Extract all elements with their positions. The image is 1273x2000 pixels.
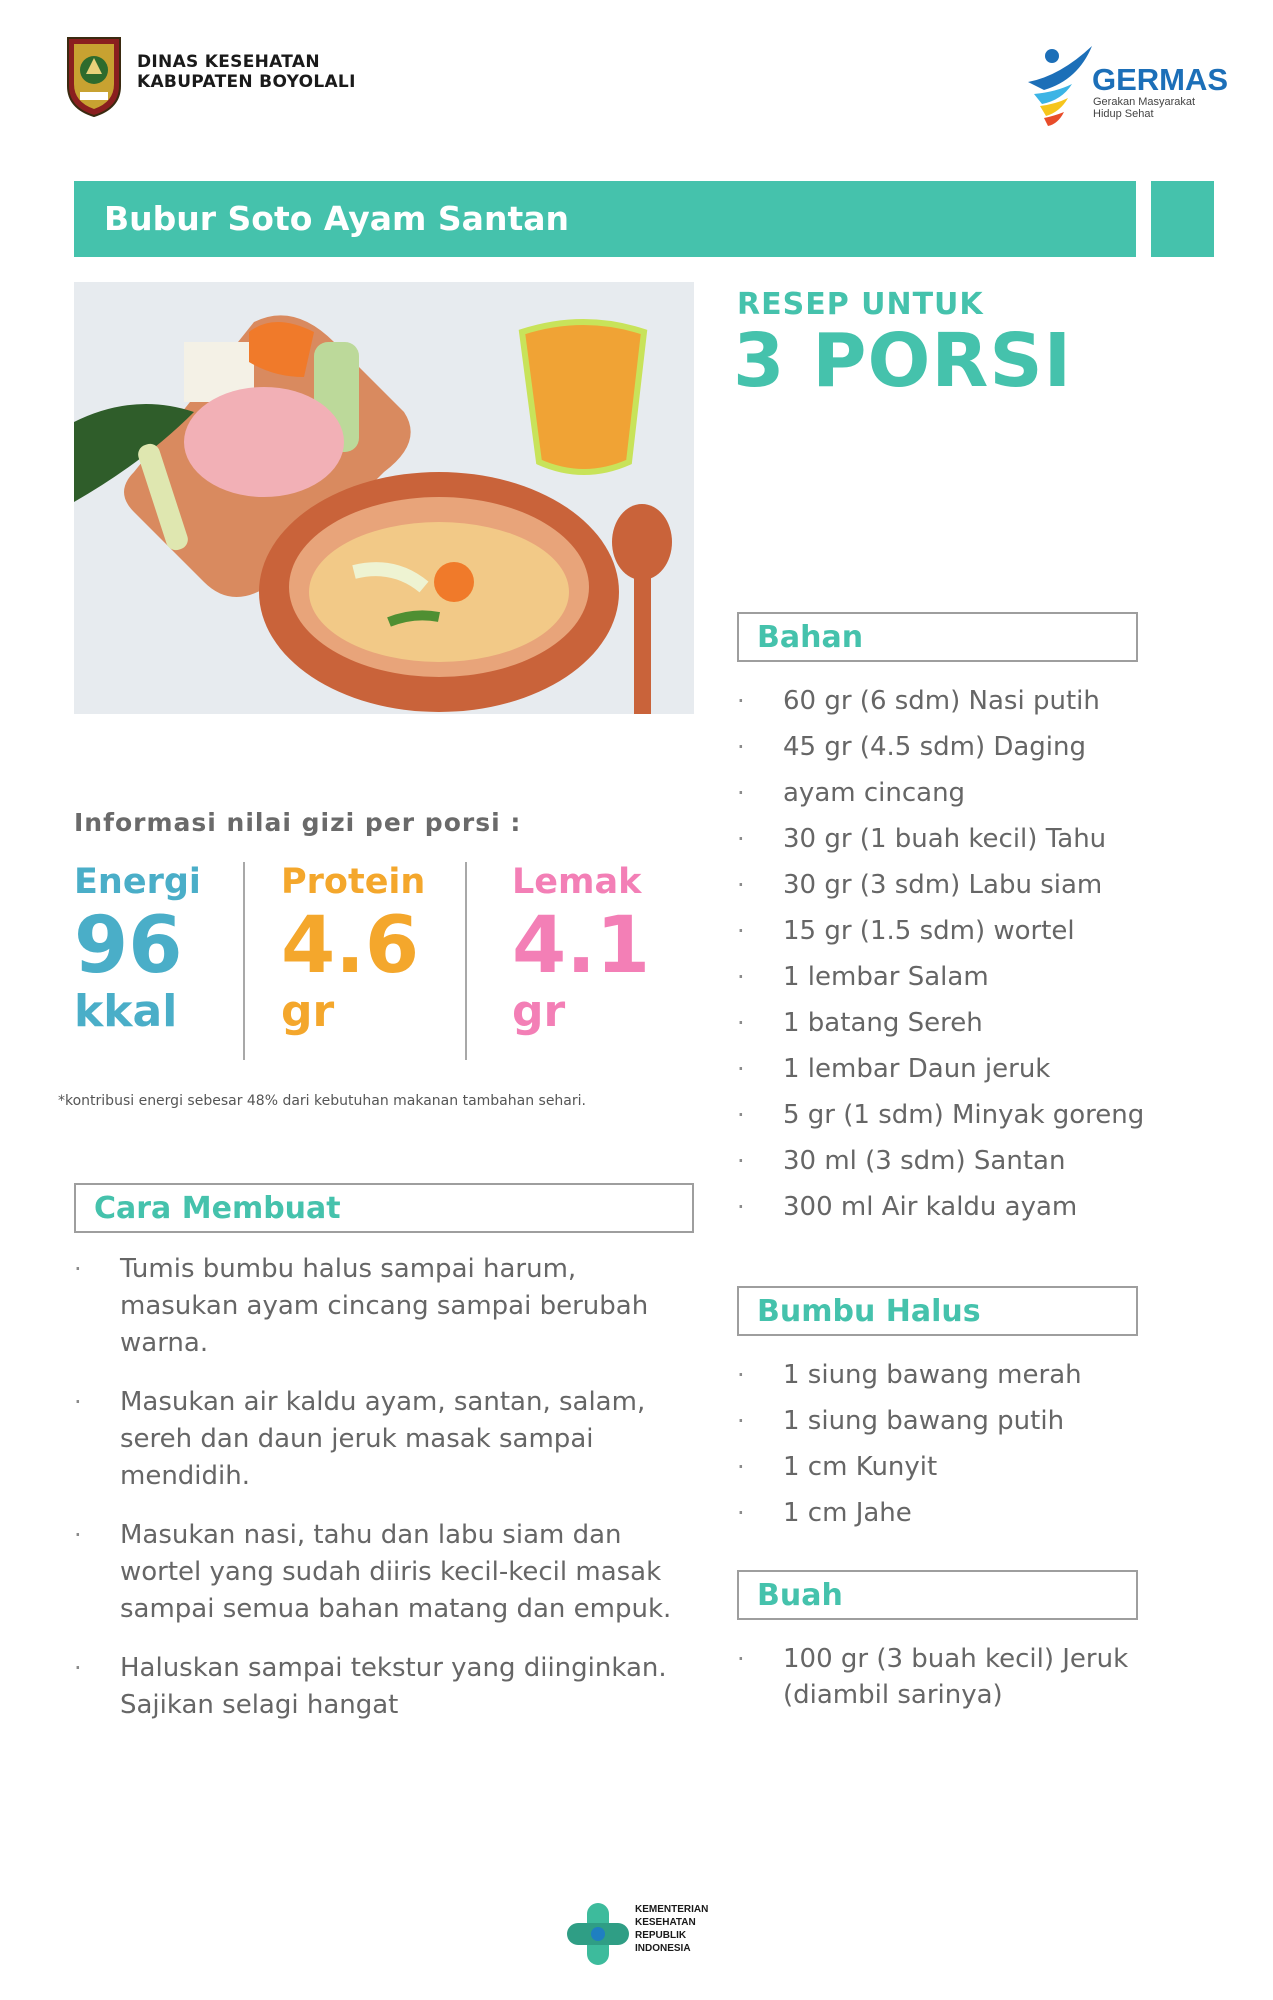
germas-logo	[1020, 36, 1229, 128]
protein-unit: gr	[281, 986, 335, 1037]
protein-value: 4.6	[281, 901, 420, 991]
cara-membuat-header	[74, 1183, 694, 1233]
protein-label: Protein	[281, 862, 426, 902]
ingredient-item: · 30 gr (3 sdm) Labu siam	[737, 862, 1157, 908]
agency-line-2: KABUPATEN BOYOLALI	[137, 72, 356, 92]
germas-figure-icon	[1020, 36, 1100, 128]
buah-title: Buah	[757, 1578, 843, 1613]
ingredient-item: · 1 batang Sereh	[737, 1000, 1157, 1046]
recipe-title: Bubur Soto Ayam Santan	[104, 199, 569, 238]
bahan-title: Bahan	[757, 620, 864, 655]
kemenkes-cross-icon	[567, 1901, 629, 1967]
fruit-item: · 100 gr (3 buah kecil) Jeruk (diambil sarinya)	[737, 1641, 1137, 1713]
spice-item: · 1 cm Kunyit	[737, 1444, 1157, 1490]
ingredient-item: · 45 gr (4.5 sdm) Daging	[737, 724, 1157, 770]
portion-value: 3 PORSI	[733, 318, 1073, 404]
nutrition-lemak	[512, 862, 650, 1038]
bahan-list	[737, 678, 1157, 1230]
food-photo	[74, 282, 694, 714]
ingredient-item: · 5 gr (1 sdm) Minyak goreng	[737, 1092, 1157, 1138]
boyolali-crest-logo	[64, 34, 124, 118]
energi-value: 96	[74, 901, 183, 991]
ingredient-item: · 15 gr (1.5 sdm) wortel	[737, 908, 1157, 954]
ingredient-item: · 30 gr (1 buah kecil) Tahu	[737, 816, 1157, 862]
step-item: · Tumis bumbu halus sampai harum, masukan ayam cincang sampai berubah warna.	[74, 1251, 694, 1362]
nutrition-divider	[465, 862, 467, 1060]
step-item: · Haluskan sampai tekstur yang diinginkan. Sajikan selagi hangat	[74, 1650, 694, 1724]
step-item: · Masukan nasi, tahu dan labu siam dan wortel yang sudah diiris kecil-kecil masak sampai semua bahan matang dan empuk.	[74, 1517, 694, 1628]
bumbu-halus-list	[737, 1352, 1157, 1536]
title-accent-block	[1151, 181, 1214, 257]
nutrition-energi	[74, 862, 201, 1038]
ingredient-item: · 300 ml Air kaldu ayam	[737, 1184, 1157, 1230]
bumbu-halus-header	[737, 1286, 1138, 1336]
energi-label: Energi	[74, 862, 201, 902]
buah-list	[737, 1641, 1137, 1713]
nutrition-footnote: *kontribusi energi sebesar 48% dari kebutuhan makanan tambahan sehari.	[58, 1093, 586, 1109]
ingredient-item: · 1 lembar Salam	[737, 954, 1157, 1000]
kemenkes-line-4: INDONESIA	[635, 1943, 691, 1954]
spice-item: · 1 siung bawang putih	[737, 1398, 1157, 1444]
bumbu-halus-title: Bumbu Halus	[757, 1294, 981, 1329]
portion-label: RESEP UNTUK	[737, 287, 984, 322]
nutrition-divider	[243, 862, 245, 1060]
kemenkes-line-3: REPUBLIK	[635, 1930, 687, 1941]
cara-membuat-list	[74, 1251, 694, 1746]
germas-title: GERMAS	[1092, 62, 1229, 97]
ingredient-item: · 30 ml (3 sdm) Santan	[737, 1138, 1157, 1184]
kemenkes-line-2: KESEHATAN	[635, 1917, 696, 1928]
bahan-header	[737, 612, 1138, 662]
buah-header	[737, 1570, 1138, 1620]
recipe-title-bar	[74, 181, 1136, 257]
agency-line-1: DINAS KESEHATAN	[137, 52, 320, 72]
step-item: · Masukan air kaldu ayam, santan, salam, sereh dan daun jeruk masak sampai mendidih.	[74, 1384, 694, 1495]
cara-membuat-title: Cara Membuat	[94, 1191, 341, 1226]
kemenkes-logo	[567, 1895, 727, 1970]
kemenkes-line-1: KEMENTERIAN	[635, 1904, 709, 1915]
nutrition-heading: Informasi nilai gizi per porsi :	[74, 808, 522, 837]
lemak-value: 4.1	[512, 901, 651, 991]
lemak-unit: gr	[512, 986, 566, 1037]
energi-unit: kkal	[74, 986, 178, 1037]
agency-name	[137, 52, 356, 92]
spice-item: · 1 siung bawang merah	[737, 1352, 1157, 1398]
ingredient-item: · 60 gr (6 sdm) Nasi putih	[737, 678, 1157, 724]
germas-subtitle-2: Hidup Sehat	[1093, 108, 1154, 120]
ingredient-item: · 1 lembar Daun jeruk	[737, 1046, 1157, 1092]
germas-subtitle-1: Gerakan Masyarakat	[1093, 96, 1196, 108]
nutrition-protein	[281, 862, 425, 1038]
ingredient-item: · ayam cincang	[737, 770, 1157, 816]
spice-item: · 1 cm Jahe	[737, 1490, 1157, 1536]
lemak-label: Lemak	[512, 862, 642, 902]
